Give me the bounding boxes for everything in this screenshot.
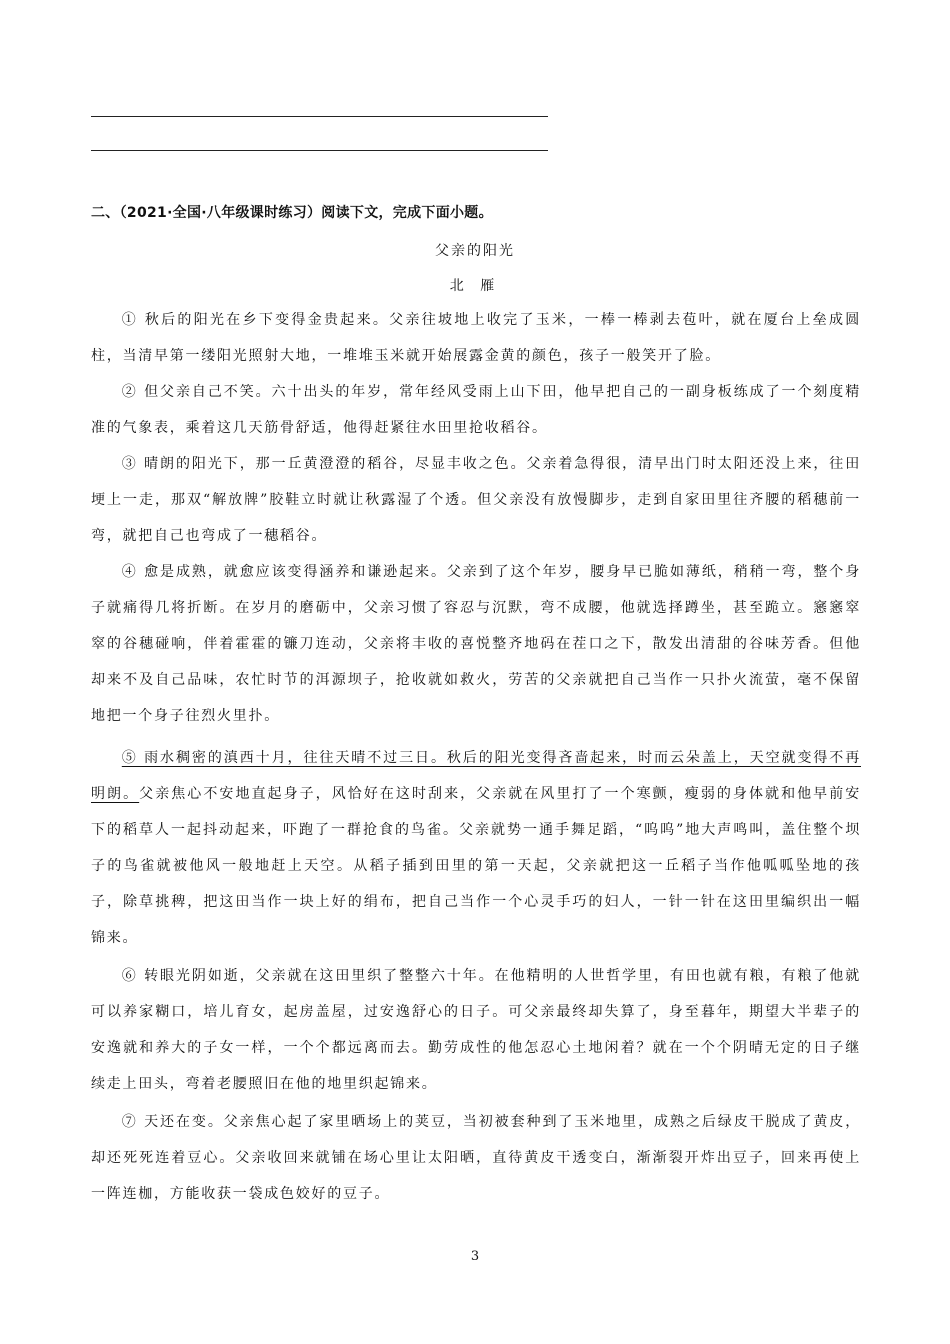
- paragraph-5-rest: 父亲焦心不安地直起身子，风恰好在这时刮来，父亲就在风里打了一个寒颤，瘦弱的身体就和他早前安下的稻草人一起抖动起来，吓跑了一群抢食的鸟雀。父亲就势一通手舞足蹈，“呜呜”地大声鸣叫，盖住整个坝子的鸟雀就被他风一般地赶上天空。从稻子插到田里的第一天起，父亲就把这一丘稻子当作他呱呱坠地的孩子，除草挑稗，把这田当作一块上好的绢布，把自己当作一个心灵手巧的妇人，一针一针在这田里编织出一幅锦来。: [91, 786, 862, 946]
- paragraph-2: ② 但父亲自己不笑。六十出头的年岁，常年经风受雨上山下田，他早把自己的一副身板练成了一个刻度精准的气象表，乘着这几天筋骨舒适，他得赶紧往水田里抢收稻谷。: [91, 384, 861, 436]
- paragraph-5: [91, 740, 861, 956]
- article-title: 父亲的阳光: [435, 243, 515, 259]
- paragraph-3: ③ 晴朗的阳光下，那一丘黄澄澄的稻谷，尽显丰收之色。父亲着急得很，清早出门时太阳还没上来，往田埂上一走，那双“解放牌”胶鞋立时就让秋露湿了个透。但父亲没有放慢脚步，走到自家田里往齐腰的稻穗前一弯，就把自己也弯成了一穗稻谷。: [91, 456, 861, 544]
- answer-line-2: [91, 150, 548, 151]
- article-author: 北 雁: [449, 278, 501, 294]
- question-header: 二、（2021·全国·八年级课时练习）阅读下文，完成下面小题。: [91, 205, 493, 221]
- paragraph-1: ① 秋后的阳光在乡下变得金贵起来。父亲往坡地上收完了玉米，一棒一棒剥去苞叶，就在厦台上垒成圆柱，当清早第一缕阳光照射大地，一堆堆玉米就开始展露金黄的颜色，孩子一般笑开了脸。: [91, 312, 861, 364]
- underlined-sentence: ⑤ 雨水稠密的滇西十月，往往天晴不过三日。秋后的阳光变得吝啬起来，时而云朵盖上，天空就变得不再明朗。: [91, 750, 861, 802]
- paragraph-4: ④ 愈是成熟，就愈应该变得涵养和谦逊起来。父亲到了这个年岁，腰身早已脆如薄纸，稍稍一弯，整个身子就痛得几将折断。在岁月的磨砺中，父亲习惯了容忍与沉默，弯不成腰，他就选择蹲坐，甚至跪立。窸窸窣窣的谷穗碰响，伴着霍霍的镰刀连动，父亲将丰收的喜悦整齐地码在茬口之下，散发出清甜的谷味芳香。但他却来不及自己品味，农忙时节的洱源坝子，抢收就如救火，劳苦的父亲就把自己当作一只扑火流萤，毫不保留地把一个身子往烈火里扑。: [91, 564, 861, 724]
- answer-line-1: [91, 116, 548, 117]
- paragraph-6: ⑥ 转眼光阴如逝，父亲就在这田里织了整整六十年。在他精明的人世哲学里，有田也就有粮，有粮了他就可以养家糊口，培儿育女，起房盖屋，过安逸舒心的日子。可父亲最终却失算了，身至暮年，期望大半辈子的安逸就和养大的子女一样，一个个都远离而去。勤劳成性的他怎忍心土地闲着？就在一个个阴晴无定的日子继续走上田头，弯着老腰照旧在他的地里织起锦来。: [91, 968, 861, 1092]
- paragraph-7: ⑦ 天还在变。父亲焦心起了家里晒场上的荚豆，当初被套种到了玉米地里，成熟之后绿皮干脱成了黄皮，却还死死连着豆心。父亲收回来就铺在场心里让太阳晒，直待黄皮干透变白，渐渐裂开炸出豆子，回来再使上一阵连枷，方能收获一袋成色姣好的豆子。: [91, 1114, 861, 1202]
- page-number: 3: [470, 1249, 480, 1264]
